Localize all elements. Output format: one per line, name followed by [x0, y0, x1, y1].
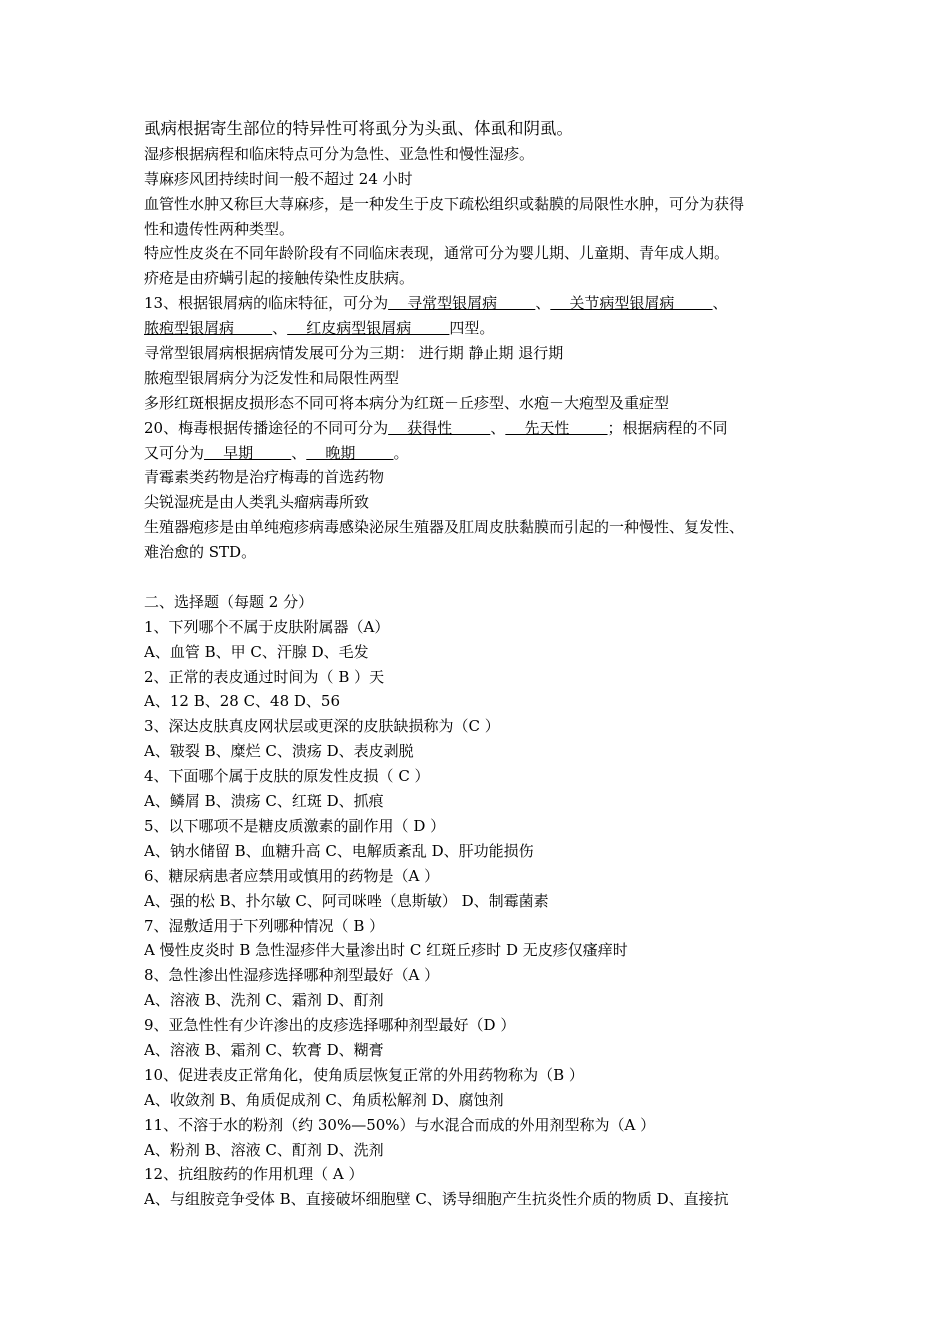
text-line: 血管性水肿又称巨大荨麻疹，是一种发生于皮下疏松组织或黏膜的局限性水肿，可分为获得 [144, 194, 745, 213]
choice-line: A、溶液 B、洗剂 C、霜剂 D、酊剂 [144, 991, 384, 1010]
question-text: 又可分为 [144, 443, 205, 462]
text-line: 虱病根据寄生部位的特异性可将虱分为头虱、体虱和阴虱。 [144, 119, 573, 138]
choice-line: 6、糖尿病患者应禁用或慎用的药物是（A ） [144, 866, 440, 885]
text-line: 难治愈的 STD。 [144, 543, 257, 562]
separator: 、 [490, 418, 506, 437]
text-line: 寻常型银屑病根据病情发展可分为三期： 进行期 静止期 退行期 [144, 344, 564, 363]
question-text: 四型。 [449, 319, 495, 338]
choice-line: A、鳞屑 B、溃疡 C、红斑 D、抓痕 [144, 792, 384, 811]
text-line: 脓疱型银屑病分为泛发性和局限性两型 [144, 368, 400, 387]
choice-line: A、血管 B、甲 C、汗腺 D、毛发 [144, 642, 369, 661]
text-line: 荨麻疹风团持续时间一般不超过 24 小时 [144, 169, 413, 188]
choice-line: A、钠水储留 B、血糖升高 C、电解质紊乱 D、肝功能损伤 [144, 841, 534, 860]
choice-line: 10、促进表皮正常角化，使角质层恢复正常的外用药物称为（B ） [144, 1065, 584, 1084]
separator: 、 [272, 319, 288, 338]
question-text: 13、根据银屑病的临床特征，可分为 [144, 294, 389, 313]
choice-line: A、强的松 B、扑尔敏 C、阿司咪唑（息斯敏） D、制霉菌素 [144, 891, 549, 910]
separator: 、 [535, 294, 551, 313]
answer-blank: 先天性 [505, 418, 608, 437]
text-line: 生殖器疱疹是由单纯疱疹病毒感染泌尿生殖器及肛周皮肤黏膜而引起的一种慢性、复发性、 [144, 518, 745, 537]
question-text: 20、梅毒根据传播途径的不同可分为 [144, 418, 389, 437]
choice-line: A、收敛剂 B、角质促成剂 C、角质松解剂 D、腐蚀剂 [144, 1090, 504, 1109]
choice-line: A、12 B、28 C、48 D、56 [144, 692, 341, 711]
choice-line: 3、深达皮肤真皮网状层或更深的皮肤缺损称为（C ） [144, 717, 500, 736]
choice-line: 11、不溶于水的粉剂（约 30%—50%）与水混合而成的外用剂型称为（A ） [144, 1115, 656, 1134]
text-line: 多形红斑根据皮损形态不同可将本病分为红斑－丘疹型、水疱－大疱型及重症型 [144, 393, 670, 412]
choice-line: 1、下列哪个不属于皮肤附属器（A） [144, 617, 390, 636]
choice-line: 4、下面哪个属于皮肤的原发性皮损（ C ） [144, 767, 430, 786]
separator: 、 [291, 443, 307, 462]
question-20-line1 [144, 416, 810, 441]
choice-line: A、皲裂 B、糜烂 C、溃疡 D、表皮剥脱 [144, 742, 414, 761]
text-line: 性和遗传性两种类型。 [144, 219, 295, 238]
answer-blank: 关节病型银屑病 [550, 294, 713, 313]
choice-line: 9、亚急性性有少许渗出的皮疹选择哪种剂型最好（D ） [144, 1016, 516, 1035]
answer-blank: 寻常型银屑病 [388, 294, 536, 313]
choice-line: 8、急性渗出性湿疹选择哪种剂型最好（A ） [144, 966, 440, 985]
choice-line: A、溶液 B、霜剂 C、软膏 D、糊膏 [144, 1040, 384, 1059]
section-heading: 二、选择题（每题 2 分） [144, 592, 314, 611]
answer-blank: 晚期 [306, 443, 394, 462]
question-20-line2 [144, 441, 810, 466]
text-line: 湿疹根据病程和临床特点可分为急性、亚急性和慢性湿疹。 [144, 144, 535, 163]
choice-line: 5、以下哪项不是糖皮质激素的副作用（ D ） [144, 816, 446, 835]
choice-line: 2、正常的表皮通过时间为（ B ）天 [144, 667, 385, 686]
question-13-line2 [144, 316, 810, 341]
choice-line: A、与组胺竞争受体 B、直接破坏细胞壁 C、诱导细胞产生抗炎性介质的物质 D、直接抗 [144, 1190, 729, 1209]
choice-line: 12、抗组胺药的作用机理（ A ） [144, 1165, 364, 1184]
separator: 、 [712, 294, 728, 313]
question-text: 。 [393, 443, 409, 462]
answer-blank: 获得性 [388, 418, 491, 437]
blank-line [144, 565, 810, 590]
question-13-line1 [144, 291, 810, 316]
answer-blank: 红皮病型银屑病 [287, 319, 450, 338]
text-line: 特应性皮炎在不同年龄阶段有不同临床表现，通常可分为婴儿期、儿童期、青年成人期。 [144, 244, 730, 263]
text-line: 疥疮是由疥螨引起的接触传染性皮肤病。 [144, 269, 415, 288]
answer-blank: 脓疱型银屑病 [144, 319, 273, 338]
text-line: 尖锐湿疣是由人类乳头瘤病毒所致 [144, 493, 370, 512]
choice-line: A 慢性皮炎时 B 急性湿疹伴大量渗出时 C 红斑丘疹时 D 无皮疹仅瘙痒时 [144, 941, 628, 960]
text-line: 青霉素类药物是治疗梅毒的首选药物 [144, 468, 385, 487]
question-text: ；根据病程的不同 [607, 418, 728, 437]
choice-line: A、粉剂 B、溶液 C、酊剂 D、洗剂 [144, 1140, 384, 1159]
choice-line: 7、湿敷适用于下列哪种情况（ B ） [144, 916, 385, 935]
document-page [144, 117, 810, 1212]
answer-blank: 早期 [204, 443, 292, 462]
